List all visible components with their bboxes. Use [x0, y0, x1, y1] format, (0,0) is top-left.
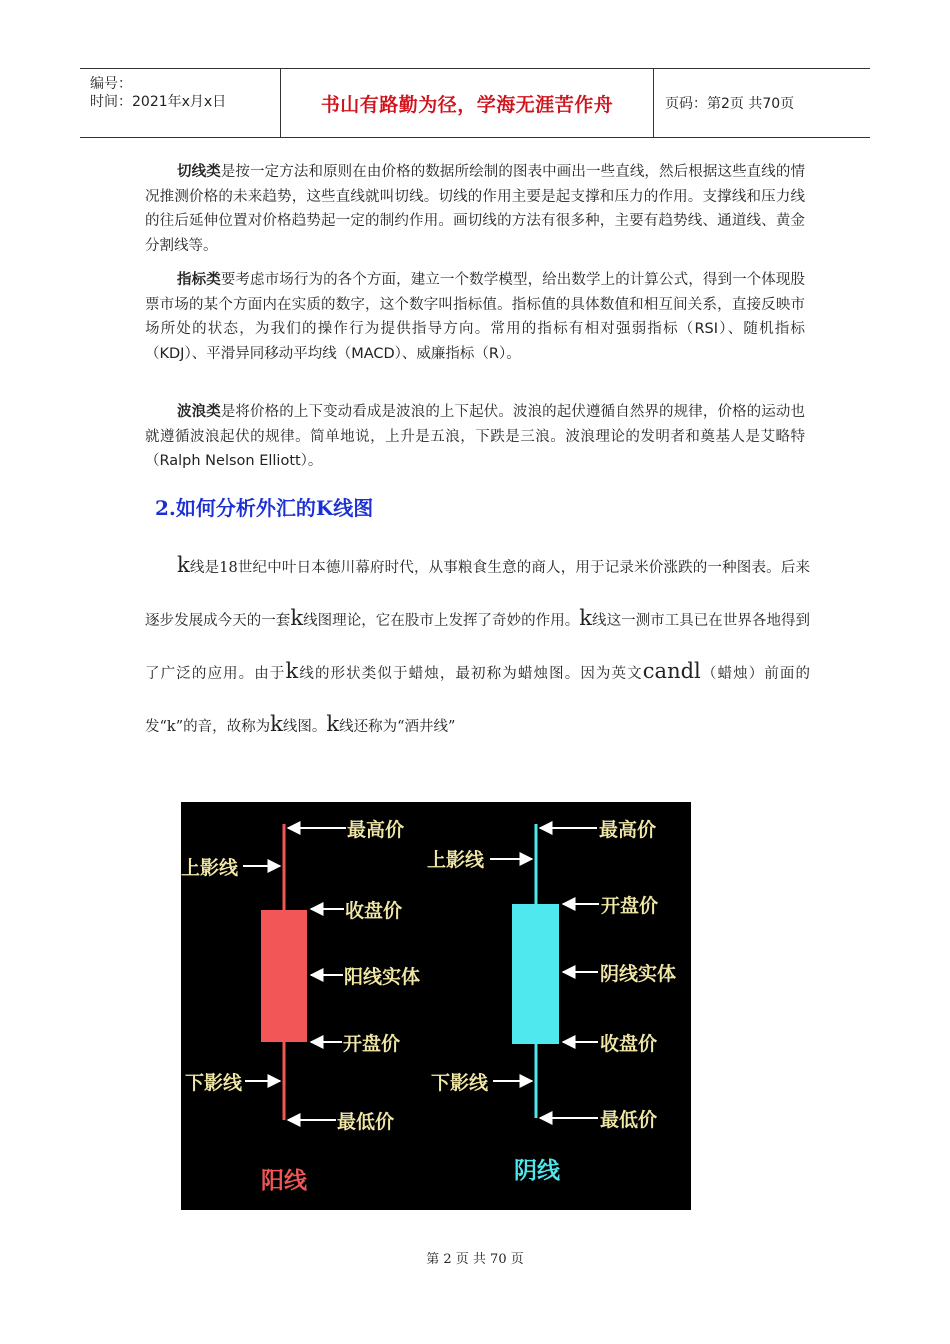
number-label: 编号：: [90, 76, 132, 92]
term-wave: 波浪类: [177, 404, 221, 420]
kline-text-5: （蜡烛）前面的发“k”的音，故称为: [145, 666, 811, 735]
yang-body-label: 阳线实体: [344, 966, 421, 988]
yang-upper-shadow-label: 上影线: [181, 857, 239, 879]
candlestick-diagram: [181, 802, 691, 1210]
yin-open-label: 开盘价: [601, 895, 659, 917]
kline-text-1: 线是18世纪中叶日本德川幕府时代，从事粮食生意的商人，用于记录米价涨跌的一种图表。后来逐步发展成今天的一套: [145, 560, 810, 629]
time-label: 时间：2021年x月x日: [90, 94, 227, 110]
yin-highest-label: 最高价: [599, 819, 657, 841]
yin-body-label: 阴线实体: [600, 963, 677, 985]
page-label: 页码：第2页 共70页: [665, 96, 795, 112]
k-letter: k: [285, 659, 299, 683]
term-tangent: 切线类: [177, 164, 221, 180]
yin-lowest-label: 最低价: [600, 1109, 658, 1131]
k-letter: k: [579, 606, 592, 630]
kline-text-2: 线图理论，它在股市上发挥了奇妙的作用。: [303, 613, 580, 629]
yin-close-label: 收盘价: [600, 1033, 658, 1055]
yin-upper-shadow-label: 上影线: [427, 849, 485, 871]
yang-close-label: 收盘价: [345, 900, 403, 922]
paragraph-indicator: [145, 268, 805, 366]
yin-title: 阴线: [514, 1158, 560, 1184]
yang-highest-label: 最高价: [347, 819, 405, 841]
header-meta-cell: [80, 69, 281, 137]
candl-word: candl: [642, 659, 701, 683]
kline-text-4: 线的形状类似于蜡烛，最初称为蜡烛图。因为英文: [298, 666, 643, 682]
kline-text-3: 线这一测市工具已在世界各地得到了广泛的应用。由于: [145, 613, 811, 682]
k-letter: k: [270, 712, 283, 736]
page-footer: 第 2 页 共 70 页: [426, 1252, 524, 1267]
yang-body: [261, 910, 307, 1042]
yang-open-label: 开盘价: [343, 1033, 401, 1055]
yin-lower-shadow-label: 下影线: [431, 1072, 489, 1094]
k-letter: k: [326, 712, 340, 736]
page-header: [80, 68, 870, 138]
paragraph-kline: [145, 540, 810, 752]
paragraph-wave: [145, 400, 805, 474]
kline-text-7: 线还称为“酒井线”: [339, 719, 456, 735]
yin-body: [512, 904, 559, 1044]
section-title: 2.如何分析外汇的K线图: [155, 496, 374, 520]
k-letter: k: [290, 606, 304, 630]
paragraph-tangent-text: 是按一定方法和原则在由价格的数据所绘制的图表中画出一些直线，然后根据这些直线的情况推测价格的未来趋势，这些直线就叫切线。切线的作用主要是起支撑和压力的作用。支撑线和压力线的往后延伸位置对价格趋势起一定的制约作用。画切线的方法有很多种，主要有趋势线、通道线、黄金分割线等。: [145, 164, 806, 254]
yang-lowest-label: 最低价: [337, 1111, 395, 1133]
term-indicator: 指标类: [177, 272, 221, 288]
paragraph-wave-text: 是将价格的上下变动看成是波浪的上下起伏。波浪的起伏遵循自然界的规律，价格的运动也就遵循波浪起伏的规律。简单地说，上升是五浪，下跌是三浪。波浪理论的发明者和奠基人是艾略特（Ralph Nelson Elliott）。: [145, 404, 806, 469]
paragraph-indicator-text: 要考虑市场行为的各个方面，建立一个数学模型，给出数学上的计算公式，得到一个体现股票市场的某个方面内在实质的数字，这个数字叫指标值。指标值的具体数值和相互间关系，直接反映市场所处的状态，为我们的操作行为提供指导方向。常用的指标有相对强弱指标（RSI）、随机指标（KDJ）、平滑异同移动平均线（MACD）、威廉指标（R）。: [145, 272, 806, 362]
yang-lower-shadow-label: 下影线: [185, 1072, 243, 1094]
paragraph-tangent: [145, 160, 805, 258]
kline-text-6: 线图。: [282, 719, 327, 735]
yang-title: 阳线: [261, 1168, 307, 1194]
k-letter: k: [177, 553, 190, 577]
motto: 书山有路勤为径，学海无涯苦作舟: [281, 69, 654, 137]
